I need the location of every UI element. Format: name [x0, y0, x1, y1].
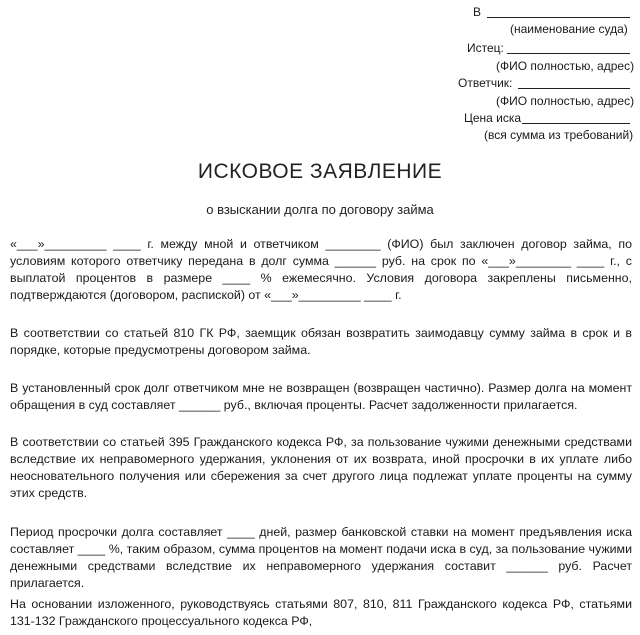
price-line — [522, 123, 630, 124]
paragraph — [10, 434, 632, 502]
paragraph-text: Период просрочки долга составляет ____ дней, размер банковской ставки на момент предъявления иска составляет ____ %, таким образом, сумма процентов на момент подачи иска в суд, за пользование чужими денежными средствами вследствие их неправомерного удержания составит ______ руб. Расчет прилагается. — [10, 525, 632, 590]
document-subtitle: о взыскании долга по договору займа — [206, 202, 434, 217]
plaintiff-line — [507, 53, 630, 54]
paragraph — [10, 380, 632, 414]
paragraph — [10, 236, 632, 304]
paragraph-text: На основании изложенного, руководствуясь статьями 807, 810, 811 Гражданского кодекса РФ, статьями 131-132 Гражданского процессуального кодекса РФ, — [10, 597, 632, 628]
paragraph-text: В соответствии со статьей 395 Гражданского кодекса РФ, за пользование чужими денежными средствами вследствие их неправомерного удержания, уклонения от их возврата, иной просрочки в их уплате либо неосновательного получения или сбережения за счет другого лица подлежат уплате проценты на сумму этих средств. — [10, 435, 632, 500]
plaintiff-label: Истец: — [467, 41, 504, 55]
defendant-line — [518, 88, 630, 89]
paragraph-text: В соответствии со статьей 810 ГК РФ, заемщик обязан возвратить заимодавцу сумму займа в срок и в порядке, которые предусмотрены договором займа. — [10, 326, 632, 357]
to-label: В — [473, 5, 482, 19]
defendant-label: Ответчик: — [458, 76, 513, 90]
document-title: ИСКОВОЕ ЗАЯВЛЕНИЕ — [197, 160, 443, 183]
paragraph — [10, 524, 632, 592]
defendant-hint: (ФИО полностью, адрес) — [496, 94, 635, 108]
paragraph-text: «___»_________ ____ г. между мной и ответчиком ________ (ФИО) был заключен договор займа, по условиям которого ответчику передана в долг сумма ______ руб. на срок по «___»________ ____ г., с выплатой процентов в размере ____ % ежемесячно. Условия договора закреплены письменно, подтверждаются (договором, распиской) от «___»_________ ____ г. — [10, 237, 632, 302]
price-label: Цена иска — [464, 111, 522, 125]
court-name-line — [487, 17, 630, 18]
price-hint: (вся сумма из требований) — [484, 128, 634, 142]
court-hint: (наименование суда) — [510, 22, 628, 36]
plaintiff-hint: (ФИО полностью, адрес) — [496, 59, 635, 73]
paragraph-text: В установленный срок долг ответчиком мне не возвращен (возвращен частично). Размер долга на момент обращения в суд составляет ______ руб., включая проценты. Расчет задолженности прилагается. — [10, 381, 632, 412]
paragraph — [10, 325, 632, 359]
paragraph — [10, 596, 632, 630]
